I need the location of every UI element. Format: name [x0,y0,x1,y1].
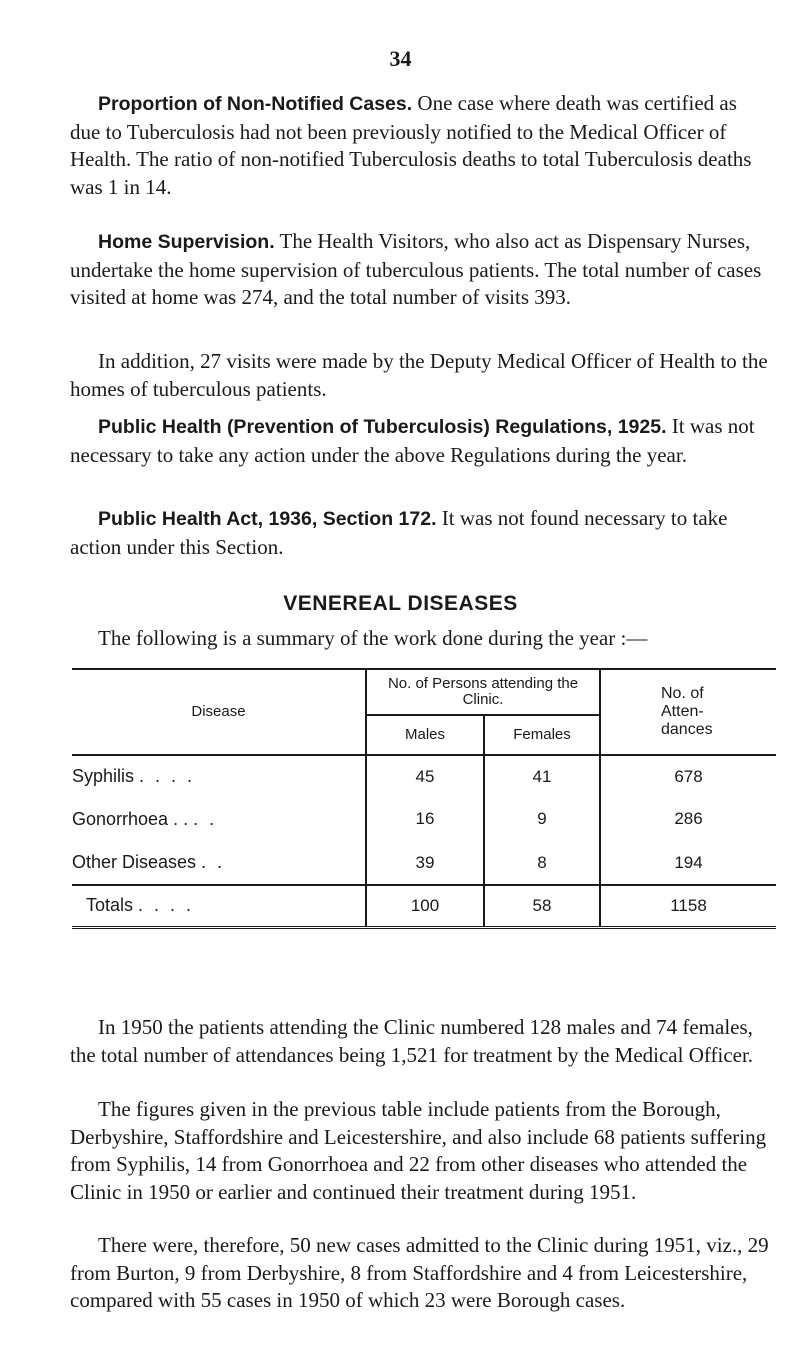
paragraph-lead: Proportion of Non-Notified Cases. [98,93,413,115]
row-males: 45 [366,755,484,797]
totals-males: 100 [366,885,484,927]
table-intro-text: The following is a summary of the work done during the year :— [98,626,648,650]
paragraph-text: It was not found necessary to take action under this Section. [70,506,728,559]
table-intro [70,625,770,653]
header-persons: No. of Persons attending the Clinic. [366,669,600,715]
totals-label: Totals [86,895,134,916]
disease-label: Syphilis [72,766,135,786]
page-number: 34 [389,46,412,71]
paragraph-lead: Public Health Act, 1936, Section 172. [98,508,437,530]
disease-label: Gonorrhoea . . [72,808,189,829]
dot-leader: . . . . [138,895,195,916]
disease-label: Other Diseases [72,852,197,872]
venereal-diseases-table [72,668,776,929]
paragraph-text: There were, therefore, 50 new cases admitted to the Clinic during 1951, viz., 29 from Burton, 9 from Derbyshire, 8 from Staffordshire and 4 from Leicestershire, compared with 55 cases in 1950 of which 23 were Borough cases. [70,1233,769,1312]
totals-row [72,885,776,927]
row-females: 9 [484,797,600,841]
header-females: Females [484,715,600,755]
table-row [72,755,776,797]
paragraph-home-supervision [70,228,770,312]
paragraph-lead: Home Supervision. [98,231,275,253]
row-attendances: 678 [600,755,776,797]
paragraph-tb-regulations [70,413,770,469]
paragraph-non-notified-cases [70,90,770,201]
section-heading: VENEREAL DISEASES [283,592,518,615]
paragraph-text: In 1950 the patients attending the Clinic numbered 128 males and 74 females, the total number of attendances being 1,521 for treatment by the Medical Officer. [70,1015,754,1067]
paragraph-previous-table [70,1096,770,1206]
paragraph-public-health-act [70,505,770,561]
row-attendances: 286 [600,797,776,841]
dot-leader: . . [201,852,226,872]
totals-females: 58 [484,885,600,927]
row-males: 39 [366,841,484,885]
totals-attendances: 1158 [600,885,776,927]
row-disease [72,797,366,841]
row-males: 16 [366,797,484,841]
row-females: 41 [484,755,600,797]
dot-leader: . . [193,808,218,829]
paragraph-text: The Health Visitors, who also act as Dispensary Nurses, undertake the home supervision of tuberculous patients. The total number of cases visited at home was 274, and the total number of visits 393. [70,229,762,309]
paragraph-text: In addition, 27 visits were made by the Deputy Medical Officer of Health to the homes of tuberculous patients. [70,349,768,401]
header-disease: Disease [72,669,366,755]
paragraph-text: The figures given in the previous table include patients from the Borough, Derbyshire, Staffordshire and Leicestershire, and also include 68 patients suffering from Syphilis, 14 from Gonorrhoea and 22 from other diseases who attended the Clinic in 1950 or earlier and continued their treatment during 1951. [70,1097,767,1204]
paragraph-lead: Public Health (Prevention of Tuberculosis) Regulations, 1925. [98,416,667,438]
row-disease [72,841,366,885]
totals-label-cell [72,885,366,927]
table-row [72,797,776,841]
paragraph-text: One case where death was certified as due to Tuberculosis had not been previously notified to the Medical Officer of Health. The ratio of non-notified Tuberculosis deaths to total Tuberculosis deaths was 1 in 14. [70,91,752,199]
dot-leader: . . . . [139,766,196,786]
paragraph-1950-patients [70,1014,770,1069]
row-females: 8 [484,841,600,885]
row-disease [72,755,366,797]
header-attendances: No. of Atten- dances [600,669,776,755]
table-row [72,841,776,885]
header-males: Males [366,715,484,755]
row-attendances: 194 [600,841,776,885]
paragraph-text: It was not necessary to take any action under the above Regulations during the year. [70,414,755,467]
paragraph-deputy-visits [70,348,770,403]
paragraph-new-cases [70,1232,770,1315]
